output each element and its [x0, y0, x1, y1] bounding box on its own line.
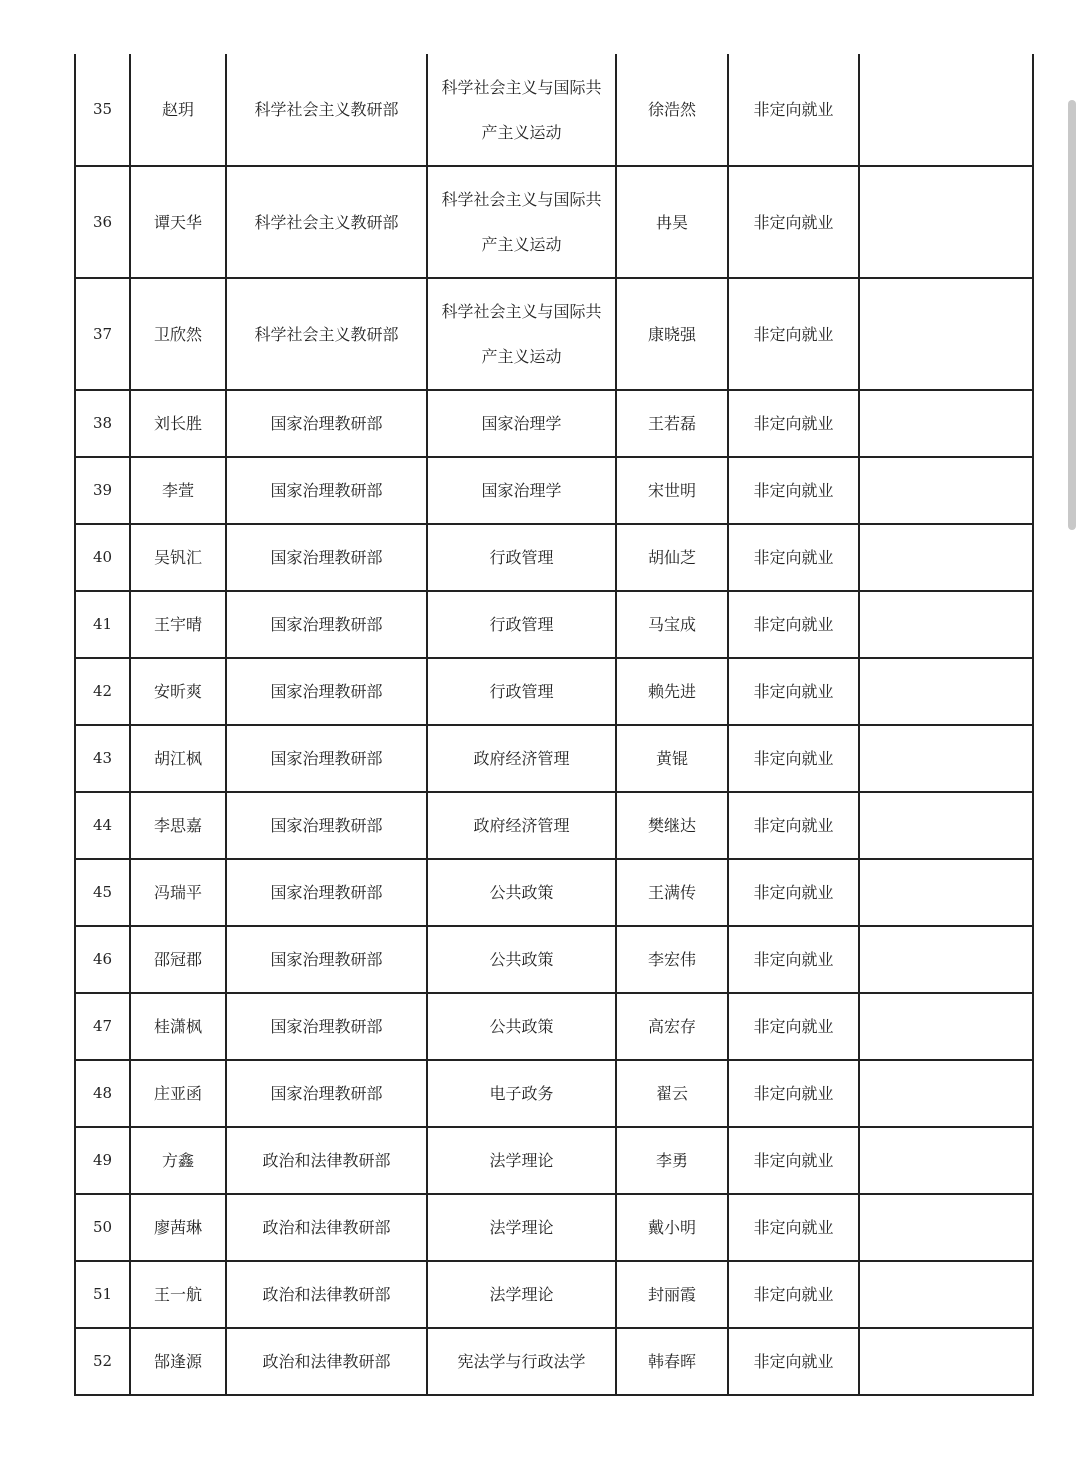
enrollment-type-cell: 非定向就业	[728, 278, 859, 390]
remarks-cell	[859, 1194, 1033, 1261]
remarks-cell	[859, 859, 1033, 926]
enrollment-type-cell: 非定向就业	[728, 457, 859, 524]
major-cell: 国家治理学	[427, 457, 616, 524]
major-cell: 政府经济管理	[427, 792, 616, 859]
table-row	[75, 390, 1033, 457]
row-number-cell: 44	[75, 792, 130, 859]
enrollment-type-cell: 非定向就业	[728, 54, 859, 166]
department-cell: 科学社会主义教研部	[226, 166, 427, 278]
enrollment-type-cell: 非定向就业	[728, 993, 859, 1060]
advisor-cell: 翟云	[616, 1060, 728, 1127]
row-number-cell: 36	[75, 166, 130, 278]
student-name-cell: 方鑫	[130, 1127, 226, 1194]
table-row	[75, 591, 1033, 658]
row-number-cell: 50	[75, 1194, 130, 1261]
table-row	[75, 1328, 1033, 1395]
row-number-cell: 43	[75, 725, 130, 792]
table-row	[75, 859, 1033, 926]
scrollbar[interactable]	[1068, 100, 1076, 530]
major-cell: 法学理论	[427, 1261, 616, 1328]
enrollment-type-cell: 非定向就业	[728, 1127, 859, 1194]
advisor-cell: 胡仙芝	[616, 524, 728, 591]
row-number-cell: 38	[75, 390, 130, 457]
department-cell: 政治和法律教研部	[226, 1194, 427, 1261]
advisor-cell: 高宏存	[616, 993, 728, 1060]
department-cell: 国家治理教研部	[226, 1060, 427, 1127]
department-cell: 国家治理教研部	[226, 658, 427, 725]
advisor-cell: 马宝成	[616, 591, 728, 658]
table-row	[75, 658, 1033, 725]
enrollment-type-cell: 非定向就业	[728, 725, 859, 792]
major-cell: 行政管理	[427, 591, 616, 658]
major-cell: 公共政策	[427, 993, 616, 1060]
row-number-cell: 52	[75, 1328, 130, 1395]
remarks-cell	[859, 524, 1033, 591]
table-row	[75, 1261, 1033, 1328]
advisor-cell: 王满传	[616, 859, 728, 926]
remarks-cell	[859, 1261, 1033, 1328]
remarks-cell	[859, 725, 1033, 792]
enrollment-type-cell: 非定向就业	[728, 390, 859, 457]
major-cell: 科学社会主义与国际共产主义运动	[427, 166, 616, 278]
student-name-cell: 胡江枫	[130, 725, 226, 792]
advisor-cell: 樊继达	[616, 792, 728, 859]
advisor-cell: 冉昊	[616, 166, 728, 278]
enrollment-type-cell: 非定向就业	[728, 792, 859, 859]
enrollment-type-cell: 非定向就业	[728, 658, 859, 725]
department-cell: 国家治理教研部	[226, 390, 427, 457]
advisor-cell: 李勇	[616, 1127, 728, 1194]
table-row	[75, 457, 1033, 524]
advisor-cell: 赖先进	[616, 658, 728, 725]
major-cell: 科学社会主义与国际共产主义运动	[427, 54, 616, 166]
row-number-cell: 41	[75, 591, 130, 658]
remarks-cell	[859, 1328, 1033, 1395]
department-cell: 国家治理教研部	[226, 993, 427, 1060]
student-name-cell: 李萱	[130, 457, 226, 524]
department-cell: 国家治理教研部	[226, 926, 427, 993]
major-cell: 政府经济管理	[427, 725, 616, 792]
advisor-cell: 王若磊	[616, 390, 728, 457]
major-cell: 行政管理	[427, 658, 616, 725]
major-cell: 公共政策	[427, 926, 616, 993]
row-number-cell: 49	[75, 1127, 130, 1194]
enrollment-type-cell: 非定向就业	[728, 1060, 859, 1127]
major-cell: 法学理论	[427, 1194, 616, 1261]
student-name-cell: 庄亚函	[130, 1060, 226, 1127]
major-cell: 宪法学与行政法学	[427, 1328, 616, 1395]
advisor-cell: 宋世明	[616, 457, 728, 524]
student-name-cell: 廖茜琳	[130, 1194, 226, 1261]
remarks-cell	[859, 1127, 1033, 1194]
student-name-cell: 王宇晴	[130, 591, 226, 658]
enrollment-type-cell: 非定向就业	[728, 926, 859, 993]
major-cell: 电子政务	[427, 1060, 616, 1127]
table-row	[75, 926, 1033, 993]
remarks-cell	[859, 390, 1033, 457]
department-cell: 科学社会主义教研部	[226, 278, 427, 390]
student-name-cell: 郜逢源	[130, 1328, 226, 1395]
student-name-cell: 冯瑞平	[130, 859, 226, 926]
major-cell: 行政管理	[427, 524, 616, 591]
advisor-cell: 康晓强	[616, 278, 728, 390]
student-name-cell: 安昕爽	[130, 658, 226, 725]
remarks-cell	[859, 926, 1033, 993]
department-cell: 国家治理教研部	[226, 457, 427, 524]
student-name-cell: 李思嘉	[130, 792, 226, 859]
row-number-cell: 45	[75, 859, 130, 926]
remarks-cell	[859, 658, 1033, 725]
row-number-cell: 39	[75, 457, 130, 524]
major-cell: 国家治理学	[427, 390, 616, 457]
department-cell: 国家治理教研部	[226, 524, 427, 591]
enrollment-type-cell: 非定向就业	[728, 859, 859, 926]
student-name-cell: 王一航	[130, 1261, 226, 1328]
table-row	[75, 278, 1033, 390]
department-cell: 国家治理教研部	[226, 591, 427, 658]
advisor-cell: 韩春晖	[616, 1328, 728, 1395]
enrollment-type-cell: 非定向就业	[728, 1194, 859, 1261]
student-name-cell: 赵玥	[130, 54, 226, 166]
advisor-cell: 李宏伟	[616, 926, 728, 993]
row-number-cell: 40	[75, 524, 130, 591]
advisor-cell: 戴小明	[616, 1194, 728, 1261]
remarks-cell	[859, 591, 1033, 658]
remarks-cell	[859, 278, 1033, 390]
student-name-cell: 卫欣然	[130, 278, 226, 390]
table-row	[75, 993, 1033, 1060]
department-cell: 国家治理教研部	[226, 725, 427, 792]
enrollment-type-cell: 非定向就业	[728, 591, 859, 658]
row-number-cell: 35	[75, 54, 130, 166]
student-name-cell: 谭天华	[130, 166, 226, 278]
major-cell: 科学社会主义与国际共产主义运动	[427, 278, 616, 390]
remarks-cell	[859, 54, 1033, 166]
enrollment-type-cell: 非定向就业	[728, 1261, 859, 1328]
enrollment-type-cell: 非定向就业	[728, 524, 859, 591]
row-number-cell: 42	[75, 658, 130, 725]
enrollment-type-cell: 非定向就业	[728, 1328, 859, 1395]
student-name-cell: 邵冠郡	[130, 926, 226, 993]
table-row	[75, 792, 1033, 859]
student-name-cell: 吴钒汇	[130, 524, 226, 591]
table-row	[75, 1127, 1033, 1194]
table-row	[75, 1194, 1033, 1261]
department-cell: 国家治理教研部	[226, 859, 427, 926]
row-number-cell: 51	[75, 1261, 130, 1328]
department-cell: 国家治理教研部	[226, 792, 427, 859]
row-number-cell: 37	[75, 278, 130, 390]
student-name-cell: 桂潇枫	[130, 993, 226, 1060]
department-cell: 政治和法律教研部	[226, 1261, 427, 1328]
table-row	[75, 524, 1033, 591]
table-body	[75, 54, 1033, 1395]
department-cell: 政治和法律教研部	[226, 1127, 427, 1194]
remarks-cell	[859, 457, 1033, 524]
advisor-cell: 徐浩然	[616, 54, 728, 166]
advisor-cell: 封丽霞	[616, 1261, 728, 1328]
table-row	[75, 725, 1033, 792]
department-cell: 科学社会主义教研部	[226, 54, 427, 166]
remarks-cell	[859, 993, 1033, 1060]
remarks-cell	[859, 166, 1033, 278]
advisor-cell: 黄锟	[616, 725, 728, 792]
admission-table	[74, 54, 1034, 1396]
remarks-cell	[859, 1060, 1033, 1127]
remarks-cell	[859, 792, 1033, 859]
row-number-cell: 46	[75, 926, 130, 993]
student-name-cell: 刘长胜	[130, 390, 226, 457]
table-row	[75, 54, 1033, 166]
table-row	[75, 1060, 1033, 1127]
table-row	[75, 166, 1033, 278]
row-number-cell: 47	[75, 993, 130, 1060]
enrollment-type-cell: 非定向就业	[728, 166, 859, 278]
row-number-cell: 48	[75, 1060, 130, 1127]
department-cell: 政治和法律教研部	[226, 1328, 427, 1395]
major-cell: 法学理论	[427, 1127, 616, 1194]
major-cell: 公共政策	[427, 859, 616, 926]
